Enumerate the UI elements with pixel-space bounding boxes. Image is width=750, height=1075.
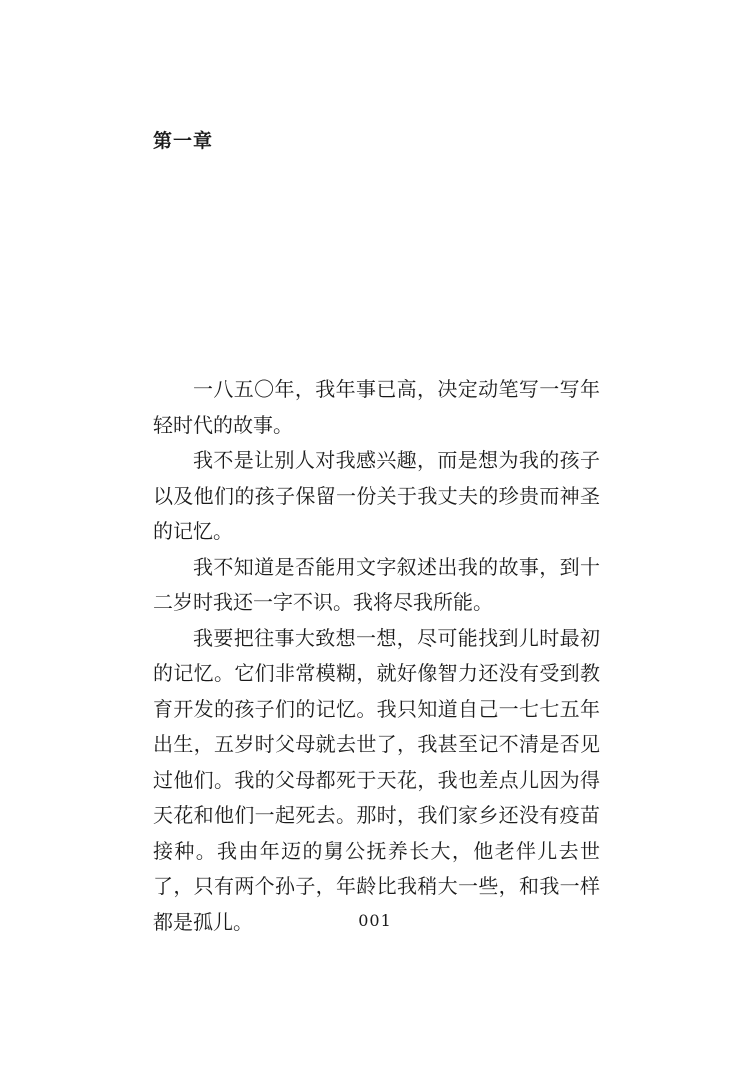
paragraph: 我不知道是否能用文字叙述出我的故事，到十二岁时我还一字不识。我将尽我所能。 — [153, 554, 600, 614]
paragraph: 一八五〇年，我年事已高，决定动笔写一写年轻时代的故事。 — [153, 377, 600, 437]
page-number: 001 — [358, 911, 392, 930]
chapter-title: 第一章 — [153, 130, 214, 152]
paragraph: 我要把往事大致想一想，尽可能找到儿时最初的记忆。它们非常模糊，就好像智力还没有受到教育开发的孩子们的记忆。我只知道自己一七七五年出生，五岁时父母就去世了，我甚至记不清是否见过他们。我的父母都死于天花，我也差点儿因为得天花和他们一起死去。那时，我们家乡还没有疫苗接种。我由年迈的舅公抚养长大，他老伴儿去世了，只有两个孙子，年龄比我稍大一些，和我一样都是孤儿。 — [153, 625, 600, 934]
paragraph: 我不是让别人对我感兴趣，而是想为我的孩子以及他们的孩子保留一份关于我丈夫的珍贵而神圣的记忆。 — [153, 448, 600, 543]
chapter-body — [153, 372, 600, 940]
